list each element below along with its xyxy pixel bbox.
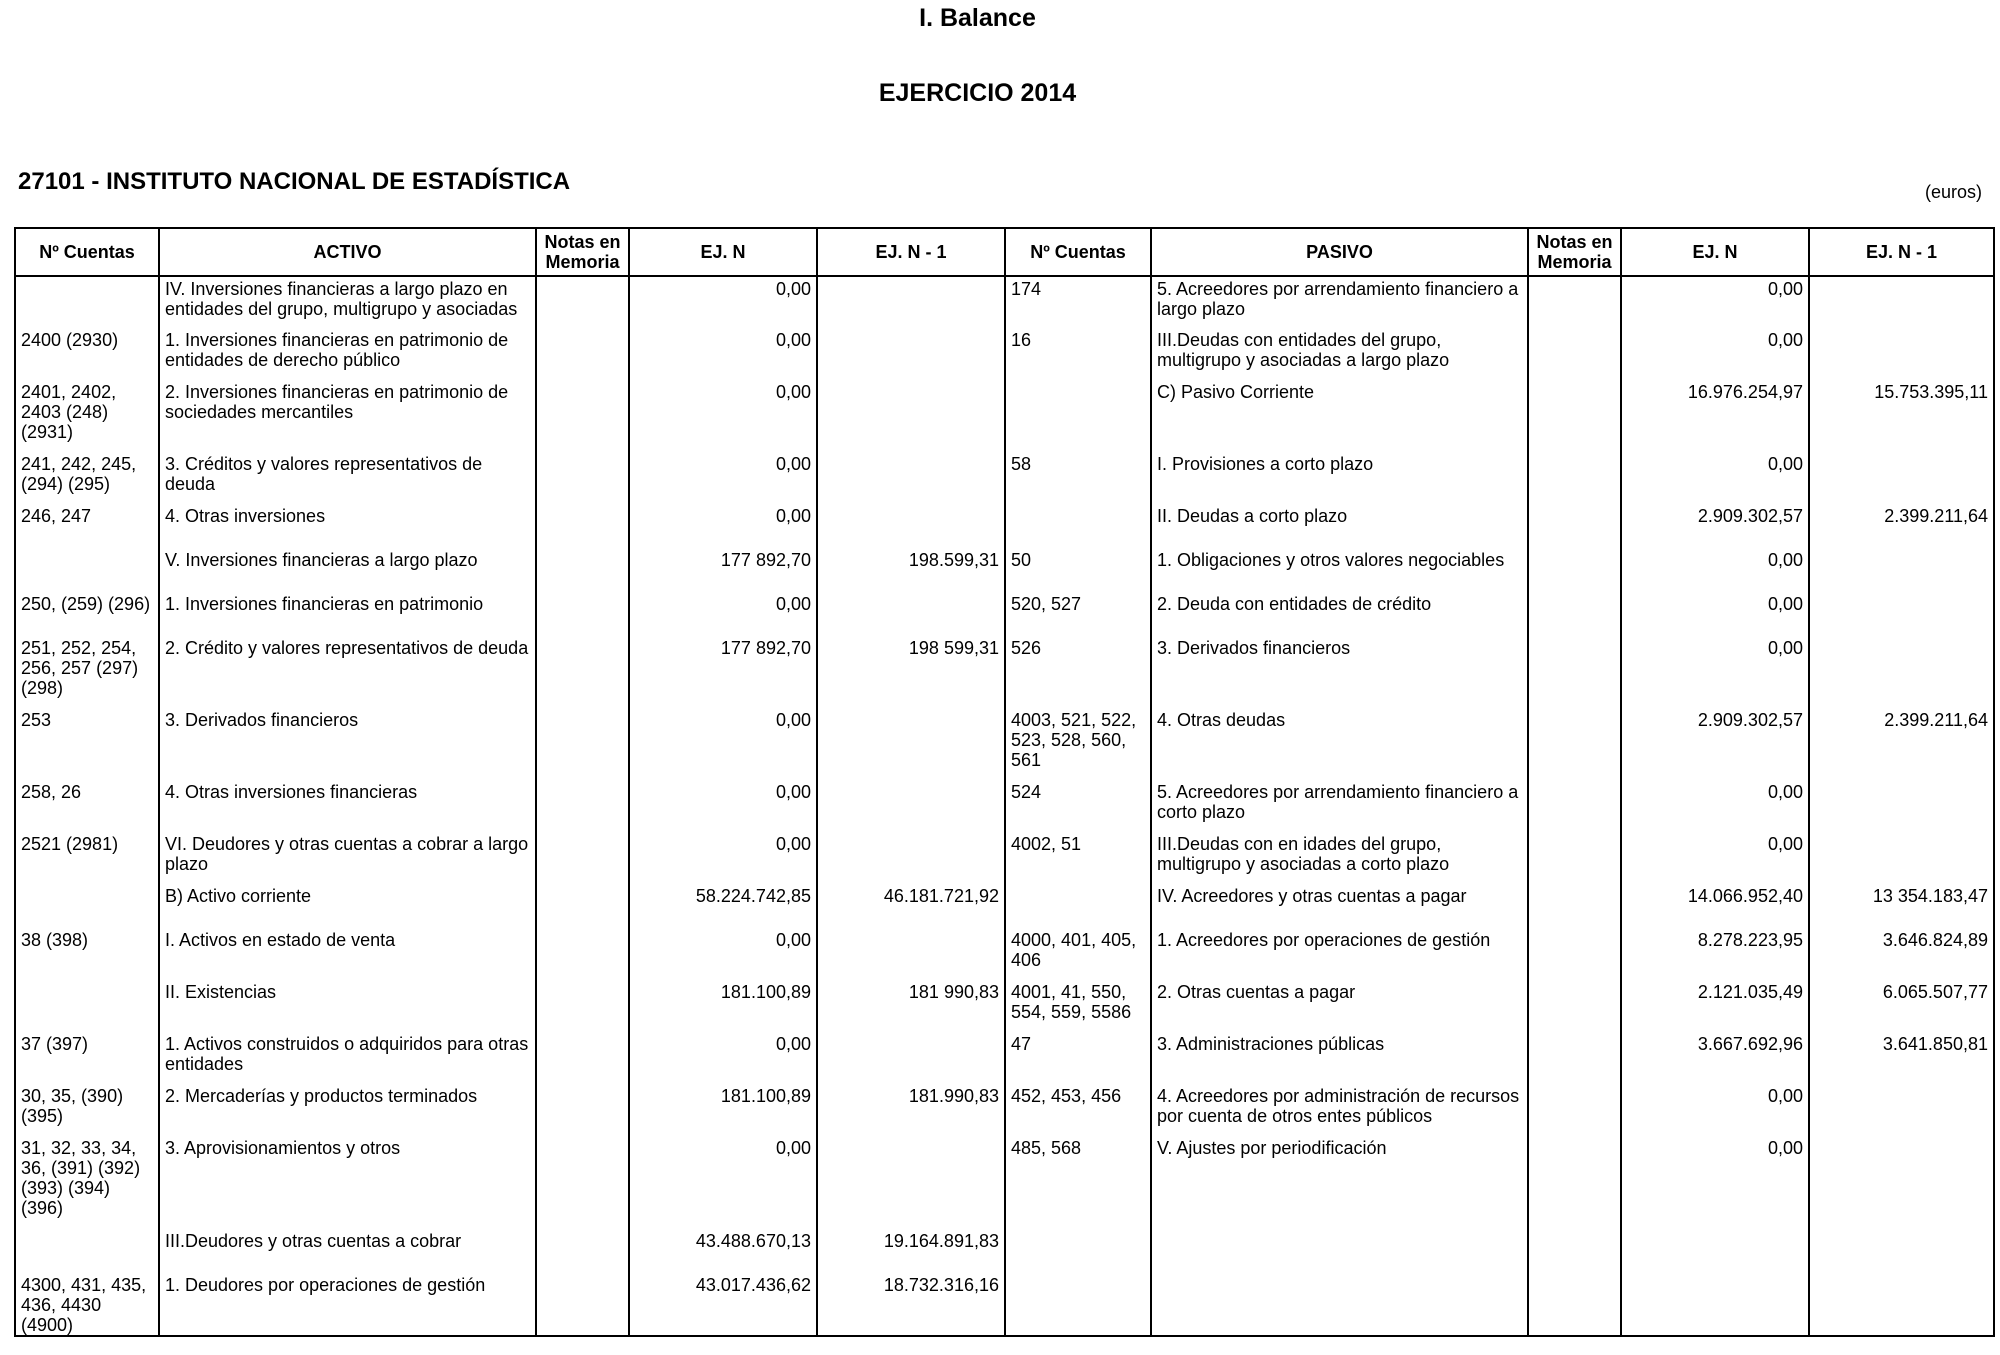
account-codes-activo: 2400 (2930): [15, 328, 159, 380]
col-ejn-activo: EJ. N: [629, 228, 817, 276]
activo-concept: IV. Inversiones financieras a largo plazo en entidades del grupo, multigrupo y asociadas: [159, 276, 536, 328]
account-codes-activo: 246, 247: [15, 504, 159, 548]
table-row: [15, 1084, 1994, 1136]
account-codes-activo: 4300, 431, 435, 436, 4430 (4900): [15, 1273, 159, 1336]
activo-previous-year: [817, 380, 1005, 452]
notes-pasivo: [1528, 328, 1621, 380]
table-row: [15, 928, 1994, 980]
pasivo-concept: 3. Derivados financieros: [1151, 636, 1528, 708]
pasivo-current-year: 0,00: [1621, 1084, 1809, 1136]
notes-activo: [536, 1032, 629, 1084]
pasivo-current-year: 8.278.223,95: [1621, 928, 1809, 980]
pasivo-concept: I. Provisiones a corto plazo: [1151, 452, 1528, 504]
activo-current-year: 0,00: [629, 452, 817, 504]
pasivo-concept: 2. Otras cuentas a pagar: [1151, 980, 1528, 1032]
account-codes-activo: 253: [15, 708, 159, 780]
account-codes-activo: 258, 26: [15, 780, 159, 832]
account-codes-activo: 241, 242, 245, (294) (295): [15, 452, 159, 504]
col-notas-activo: Notas en Memoria: [536, 228, 629, 276]
account-codes-pasivo: 58: [1005, 452, 1151, 504]
notes-activo: [536, 832, 629, 884]
activo-previous-year: [817, 780, 1005, 832]
pasivo-current-year: 0,00: [1621, 452, 1809, 504]
pasivo-previous-year: [1809, 328, 1994, 380]
notes-pasivo: [1528, 1229, 1621, 1273]
pasivo-previous-year: [1809, 592, 1994, 636]
pasivo-concept: 1. Acreedores por operaciones de gestión: [1151, 928, 1528, 980]
activo-previous-year: 46.181.721,92: [817, 884, 1005, 928]
notes-pasivo: [1528, 708, 1621, 780]
table-row: [15, 708, 1994, 780]
pasivo-previous-year: [1809, 276, 1994, 328]
account-codes-activo: [15, 548, 159, 592]
pasivo-previous-year: [1809, 1084, 1994, 1136]
table-row: [15, 1032, 1994, 1084]
pasivo-current-year: 0,00: [1621, 636, 1809, 708]
balance-table: [14, 227, 1995, 1337]
pasivo-previous-year: 13 354.183,47: [1809, 884, 1994, 928]
activo-concept: VI. Deudores y otras cuentas a cobrar a largo plazo: [159, 832, 536, 884]
pasivo-current-year: 14.066.952,40: [1621, 884, 1809, 928]
table-row: [15, 780, 1994, 832]
account-codes-pasivo: [1005, 1273, 1151, 1336]
pasivo-concept: III.Deudas con entidades del grupo, multigrupo y asociadas a largo plazo: [1151, 328, 1528, 380]
col-activo: ACTIVO: [159, 228, 536, 276]
table-row: [15, 1136, 1994, 1229]
account-codes-pasivo: 485, 568: [1005, 1136, 1151, 1229]
account-codes-activo: 2521 (2981): [15, 832, 159, 884]
activo-current-year: 0,00: [629, 708, 817, 780]
account-codes-pasivo: 47: [1005, 1032, 1151, 1084]
activo-current-year: 0,00: [629, 504, 817, 548]
activo-concept: 2. Mercaderías y productos terminados: [159, 1084, 536, 1136]
pasivo-concept: [1151, 1273, 1528, 1336]
pasivo-current-year: 0,00: [1621, 548, 1809, 592]
activo-current-year: 181.100,89: [629, 980, 817, 1032]
activo-previous-year: 198 599,31: [817, 636, 1005, 708]
notes-activo: [536, 328, 629, 380]
pasivo-previous-year: [1809, 548, 1994, 592]
table-row: [15, 380, 1994, 452]
header-row: [15, 228, 1994, 276]
pasivo-current-year: [1621, 1273, 1809, 1336]
table-row: [15, 1273, 1994, 1336]
activo-concept: 3. Derivados financieros: [159, 708, 536, 780]
activo-current-year: 0,00: [629, 328, 817, 380]
table-row: [15, 452, 1994, 504]
notes-pasivo: [1528, 380, 1621, 452]
activo-previous-year: 19.164.891,83: [817, 1229, 1005, 1273]
account-codes-activo: 37 (397): [15, 1032, 159, 1084]
activo-previous-year: [817, 708, 1005, 780]
pasivo-concept: III.Deudas con en idades del grupo, multigrupo y asociadas a corto plazo: [1151, 832, 1528, 884]
col-cuentas-pasivo: Nº Cuentas: [1005, 228, 1151, 276]
table-row: [15, 504, 1994, 548]
pasivo-concept: [1151, 1229, 1528, 1273]
pasivo-current-year: 2.909.302,57: [1621, 504, 1809, 548]
pasivo-previous-year: 2.399.211,64: [1809, 708, 1994, 780]
account-codes-activo: [15, 1229, 159, 1273]
account-codes-pasivo: [1005, 504, 1151, 548]
pasivo-previous-year: [1809, 832, 1994, 884]
account-codes-pasivo: [1005, 1229, 1151, 1273]
notes-pasivo: [1528, 780, 1621, 832]
account-codes-activo: [15, 884, 159, 928]
account-codes-pasivo: 174: [1005, 276, 1151, 328]
activo-previous-year: [817, 504, 1005, 548]
activo-previous-year: [817, 452, 1005, 504]
account-codes-pasivo: [1005, 380, 1151, 452]
pasivo-concept: 5. Acreedores por arrendamiento financiero a corto plazo: [1151, 780, 1528, 832]
activo-concept: V. Inversiones financieras a largo plazo: [159, 548, 536, 592]
pasivo-current-year: 0,00: [1621, 1136, 1809, 1229]
notes-activo: [536, 452, 629, 504]
account-codes-pasivo: 4001, 41, 550, 554, 559, 5586: [1005, 980, 1151, 1032]
activo-concept: 1. Inversiones financieras en patrimonio de entidades de derecho público: [159, 328, 536, 380]
account-codes-pasivo: 50: [1005, 548, 1151, 592]
notes-pasivo: [1528, 548, 1621, 592]
activo-concept: 1. Deudores por operaciones de gestión: [159, 1273, 536, 1336]
account-codes-pasivo: 4003, 521, 522, 523, 528, 560, 561: [1005, 708, 1151, 780]
notes-activo: [536, 276, 629, 328]
activo-concept: III.Deudores y otras cuentas a cobrar: [159, 1229, 536, 1273]
pasivo-current-year: 0,00: [1621, 592, 1809, 636]
table-row: [15, 1229, 1994, 1273]
activo-concept: 2. Inversiones financieras en patrimonio de sociedades mercantiles: [159, 380, 536, 452]
pasivo-concept: 4. Acreedores por administración de recursos por cuenta de otros entes públicos: [1151, 1084, 1528, 1136]
activo-current-year: 0,00: [629, 832, 817, 884]
notes-activo: [536, 1273, 629, 1336]
table-row: [15, 980, 1994, 1032]
activo-concept: 4. Otras inversiones financieras: [159, 780, 536, 832]
notes-pasivo: [1528, 276, 1621, 328]
notes-pasivo: [1528, 1136, 1621, 1229]
col-cuentas-activo: Nº Cuentas: [15, 228, 159, 276]
account-codes-activo: 30, 35, (390) (395): [15, 1084, 159, 1136]
col-pasivo: PASIVO: [1151, 228, 1528, 276]
col-notas-pasivo: Notas en Memoria: [1528, 228, 1621, 276]
table-row: [15, 832, 1994, 884]
col-ejn-pasivo: EJ. N: [1621, 228, 1809, 276]
table-row: [15, 636, 1994, 708]
activo-previous-year: 198.599,31: [817, 548, 1005, 592]
notes-activo: [536, 548, 629, 592]
pasivo-current-year: 0,00: [1621, 328, 1809, 380]
account-codes-activo: 2401, 2402, 2403 (248) (2931): [15, 380, 159, 452]
entity-name: 27101 - INSTITUTO NACIONAL DE ESTADÍSTICA: [18, 168, 571, 195]
notes-pasivo: [1528, 832, 1621, 884]
pasivo-current-year: 0,00: [1621, 276, 1809, 328]
pasivo-previous-year: [1809, 1273, 1994, 1336]
activo-concept: 1. Inversiones financieras en patrimonio: [159, 592, 536, 636]
activo-current-year: 0,00: [629, 780, 817, 832]
notes-activo: [536, 1229, 629, 1273]
notes-pasivo: [1528, 980, 1621, 1032]
pasivo-concept: V. Ajustes por periodificación: [1151, 1136, 1528, 1229]
account-codes-activo: 250, (259) (296): [15, 592, 159, 636]
activo-current-year: 43.017.436,62: [629, 1273, 817, 1336]
activo-concept: 3. Créditos y valores representativos de deuda: [159, 452, 536, 504]
account-codes-pasivo: 4002, 51: [1005, 832, 1151, 884]
activo-previous-year: 181 990,83: [817, 980, 1005, 1032]
notes-pasivo: [1528, 884, 1621, 928]
account-codes-activo: 31, 32, 33, 34, 36, (391) (392) (393) (394) (396): [15, 1136, 159, 1229]
notes-activo: [536, 708, 629, 780]
pasivo-current-year: 16.976.254,97: [1621, 380, 1809, 452]
notes-activo: [536, 884, 629, 928]
activo-previous-year: 181.990,83: [817, 1084, 1005, 1136]
account-codes-pasivo: 524: [1005, 780, 1151, 832]
account-codes-activo: 38 (398): [15, 928, 159, 980]
activo-previous-year: [817, 592, 1005, 636]
activo-concept: 2. Crédito y valores representativos de deuda: [159, 636, 536, 708]
pasivo-concept: 5. Acreedores por arrendamiento financiero a largo plazo: [1151, 276, 1528, 328]
pasivo-previous-year: [1809, 452, 1994, 504]
pasivo-concept: IV. Acreedores y otras cuentas a pagar: [1151, 884, 1528, 928]
account-codes-activo: [15, 276, 159, 328]
pasivo-previous-year: 3.641.850,81: [1809, 1032, 1994, 1084]
notes-pasivo: [1528, 928, 1621, 980]
notes-activo: [536, 636, 629, 708]
pasivo-previous-year: [1809, 636, 1994, 708]
activo-previous-year: [817, 928, 1005, 980]
pasivo-concept: 3. Administraciones públicas: [1151, 1032, 1528, 1084]
activo-concept: B) Activo corriente: [159, 884, 536, 928]
pasivo-current-year: [1621, 1229, 1809, 1273]
pasivo-previous-year: [1809, 1136, 1994, 1229]
pasivo-previous-year: 6.065.507,77: [1809, 980, 1994, 1032]
pasivo-previous-year: [1809, 780, 1994, 832]
activo-concept: 3. Aprovisionamientos y otros: [159, 1136, 536, 1229]
activo-current-year: 0,00: [629, 592, 817, 636]
activo-previous-year: [817, 328, 1005, 380]
activo-previous-year: [817, 1032, 1005, 1084]
table-row: [15, 548, 1994, 592]
table-row: [15, 884, 1994, 928]
notes-pasivo: [1528, 504, 1621, 548]
pasivo-concept: II. Deudas a corto plazo: [1151, 504, 1528, 548]
notes-pasivo: [1528, 1032, 1621, 1084]
account-codes-pasivo: 526: [1005, 636, 1151, 708]
activo-concept: 4. Otras inversiones: [159, 504, 536, 548]
notes-activo: [536, 928, 629, 980]
activo-current-year: 0,00: [629, 928, 817, 980]
col-ejn1-activo: EJ. N - 1: [817, 228, 1005, 276]
activo-current-year: 0,00: [629, 380, 817, 452]
activo-previous-year: 18.732.316,16: [817, 1273, 1005, 1336]
activo-concept: 1. Activos construidos o adquiridos para otras entidades: [159, 1032, 536, 1084]
activo-current-year: 0,00: [629, 1032, 817, 1084]
activo-previous-year: [817, 832, 1005, 884]
pasivo-previous-year: 2.399.211,64: [1809, 504, 1994, 548]
account-codes-pasivo: 4000, 401, 405, 406: [1005, 928, 1151, 980]
activo-current-year: 177 892,70: [629, 636, 817, 708]
pasivo-current-year: 0,00: [1621, 780, 1809, 832]
activo-current-year: 43.488.670,13: [629, 1229, 817, 1273]
notes-activo: [536, 1084, 629, 1136]
pasivo-concept: 2. Deuda con entidades de crédito: [1151, 592, 1528, 636]
account-codes-activo: [15, 980, 159, 1032]
notes-activo: [536, 780, 629, 832]
notes-pasivo: [1528, 452, 1621, 504]
col-ejn1-pasivo: EJ. N - 1: [1809, 228, 1994, 276]
account-codes-activo: 251, 252, 254, 256, 257 (297) (298): [15, 636, 159, 708]
table-row: [15, 592, 1994, 636]
pasivo-concept: 4. Otras deudas: [1151, 708, 1528, 780]
pasivo-current-year: 3.667.692,96: [1621, 1032, 1809, 1084]
pasivo-current-year: 2.909.302,57: [1621, 708, 1809, 780]
activo-current-year: 0,00: [629, 1136, 817, 1229]
activo-current-year: 181.100,89: [629, 1084, 817, 1136]
activo-previous-year: [817, 276, 1005, 328]
page-title: I. Balance: [919, 4, 1036, 32]
account-codes-pasivo: 452, 453, 456: [1005, 1084, 1151, 1136]
pasivo-previous-year: 3.646.824,89: [1809, 928, 1994, 980]
notes-activo: [536, 380, 629, 452]
notes-pasivo: [1528, 592, 1621, 636]
pasivo-concept: 1. Obligaciones y otros valores negociables: [1151, 548, 1528, 592]
activo-current-year: 177 892,70: [629, 548, 817, 592]
pasivo-previous-year: 15.753.395,11: [1809, 380, 1994, 452]
pasivo-previous-year: [1809, 1229, 1994, 1273]
notes-activo: [536, 592, 629, 636]
table-row: [15, 328, 1994, 380]
units-label: (euros): [1924, 182, 1982, 202]
activo-current-year: 0,00: [629, 276, 817, 328]
notes-pasivo: [1528, 1273, 1621, 1336]
activo-previous-year: [817, 1136, 1005, 1229]
activo-current-year: 58.224.742,85: [629, 884, 817, 928]
notes-pasivo: [1528, 636, 1621, 708]
account-codes-pasivo: 520, 527: [1005, 592, 1151, 636]
notes-activo: [536, 980, 629, 1032]
pasivo-concept: C) Pasivo Corriente: [1151, 380, 1528, 452]
exercise-year: EJERCICIO 2014: [878, 79, 1077, 107]
account-codes-pasivo: 16: [1005, 328, 1151, 380]
activo-concept: II. Existencias: [159, 980, 536, 1032]
account-codes-pasivo: [1005, 884, 1151, 928]
notes-pasivo: [1528, 1084, 1621, 1136]
notes-activo: [536, 1136, 629, 1229]
table-row: [15, 276, 1994, 328]
pasivo-current-year: 0,00: [1621, 832, 1809, 884]
activo-concept: I. Activos en estado de venta: [159, 928, 536, 980]
notes-activo: [536, 504, 629, 548]
pasivo-current-year: 2.121.035,49: [1621, 980, 1809, 1032]
